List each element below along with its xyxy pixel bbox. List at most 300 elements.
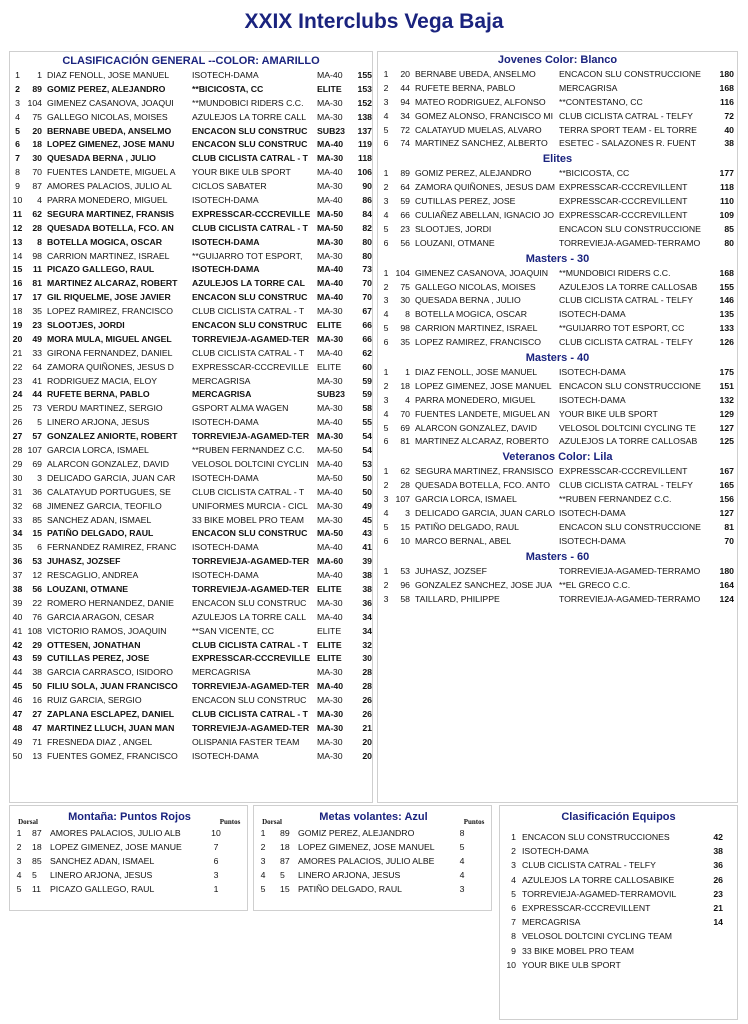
rider-name-cell: GIRONA FERNANDEZ, DANIEL	[47, 347, 173, 358]
team-cell: ISOTECH-DAMA	[192, 472, 259, 483]
position-cell: 49	[12, 736, 23, 747]
rider-name-cell: DELICADO GARCIA, JUAN CARLO	[415, 508, 555, 519]
points-cell: 4	[459, 870, 465, 880]
category-section	[378, 52, 737, 151]
category-cell: MA-30	[317, 722, 344, 733]
dorsal-cell: 89	[280, 828, 290, 838]
position-cell: 3	[260, 856, 266, 866]
team-cell: **EL GRECO C.C.	[559, 579, 631, 590]
category-cell: MA-30	[317, 333, 344, 344]
position-cell: 5	[383, 422, 389, 433]
dorsal-cell: 16	[32, 695, 42, 706]
position-cell: 1	[383, 168, 389, 179]
dorsal-cell: 4	[405, 394, 410, 405]
rider-name-cell: SLOOTJES, JORDI	[415, 223, 492, 234]
dorsal-cell: 94	[400, 96, 410, 107]
mountain-classification-table	[10, 826, 247, 896]
category-cell: MA-40	[317, 570, 343, 581]
table-row	[10, 527, 372, 541]
position-cell: 1	[383, 267, 389, 278]
position-cell: 6	[383, 535, 389, 546]
rider-name-cell: ZAPLANA ESCLAPEZ, DANIEL	[47, 708, 175, 719]
team-cell: ISOTECH-DAMA	[192, 195, 259, 206]
position-cell: 26	[12, 417, 23, 428]
points-cell: 38	[724, 138, 734, 149]
table-row	[378, 96, 737, 110]
table-row	[10, 736, 372, 750]
team-cell: ISOTECH-DAMA	[559, 394, 626, 405]
table-row	[378, 82, 737, 96]
dorsal-cell: 30	[400, 295, 410, 306]
rider-name-cell: DIAZ FENOLL, JOSE MANUEL	[47, 70, 170, 80]
rider-name-cell: FRESNEDA DIAZ , ANGEL	[47, 736, 153, 747]
position-cell: 2	[260, 842, 266, 852]
dorsal-cell: 66	[400, 210, 410, 221]
table-row	[254, 868, 491, 882]
team-cell: ENCACON SLU CONSTRUC	[192, 292, 308, 303]
dorsal-cell: 71	[32, 736, 42, 747]
category-cell: MA-40	[317, 486, 343, 497]
dorsal-cell: 22	[32, 597, 42, 608]
points-cell: 7	[213, 842, 219, 852]
table-row	[254, 854, 491, 868]
position-cell: 16	[12, 278, 23, 289]
points-cell: 119	[357, 139, 372, 150]
team-cell: CLUB CICLISTA CATRAL - TELFY	[522, 860, 656, 871]
points-cell: 42	[713, 832, 723, 842]
rider-name-cell: MARTINEZ ALCARAZ, ROBERT	[47, 278, 178, 289]
dorsal-cell: 49	[32, 333, 42, 344]
position-cell: 21	[12, 347, 23, 358]
points-cell: 36	[713, 860, 723, 871]
dorsal-cell: 62	[400, 466, 410, 477]
position-cell: 5	[260, 884, 266, 894]
table-row	[378, 68, 737, 82]
rider-name-cell: PICAZO GALLEGO, RAUL	[50, 884, 155, 894]
team-cell: EXPRESSCAR-CCCREVILLE	[192, 208, 311, 219]
rider-name-cell: PARRA MONEDERO, MIGUEL	[415, 394, 536, 405]
dorsal-cell: 81	[32, 278, 42, 289]
category-section	[378, 549, 737, 607]
dorsal-cell: 74	[400, 138, 410, 149]
table-row	[378, 535, 737, 549]
points-cell: 50	[362, 472, 372, 483]
table-row	[10, 430, 372, 444]
rider-name-cell: GOMIZ PEREZ, ALEJANDRO	[298, 828, 415, 838]
team-cell: YOUR BIKE ULB SPORT	[522, 959, 621, 970]
rider-name-cell: SANCHEZ ADAN, ISMAEL	[47, 514, 152, 525]
dorsal-cell: 53	[32, 556, 42, 567]
table-row	[10, 569, 372, 583]
table-row	[378, 237, 737, 251]
points-cell: 3	[213, 870, 219, 880]
position-cell: 8	[15, 167, 20, 178]
category-cell: MA-40	[317, 195, 343, 206]
position-cell: 50	[12, 750, 23, 761]
points-cell: 137	[357, 125, 372, 136]
team-cell: **CONTESTANO, CC	[559, 96, 643, 107]
position-cell: 2	[383, 380, 389, 391]
table-row	[10, 555, 372, 569]
table-row	[10, 388, 372, 402]
position-cell: 2	[511, 846, 516, 857]
dorsal-cell: 1	[37, 70, 42, 80]
table-row	[378, 336, 737, 350]
dorsal-cell: 47	[32, 722, 42, 733]
category-cell: MA-30	[317, 500, 343, 511]
position-cell: 18	[12, 306, 23, 317]
category-cell: MA-30	[317, 403, 343, 414]
dorsal-cell: 98	[400, 323, 410, 334]
dorsal-cell: 87	[32, 828, 42, 838]
dorsal-column-header: Dorsal	[18, 818, 38, 826]
position-cell: 4	[383, 110, 389, 121]
team-cell: YOUR BIKE ULB SPORT	[192, 167, 291, 178]
table-row	[254, 826, 491, 840]
table-row	[10, 458, 372, 472]
points-cell: 38	[713, 846, 723, 857]
team-cell: TORREVIEJA-AGAMED-TER	[192, 431, 310, 442]
position-cell: 1	[383, 466, 389, 477]
dorsal-cell: 4	[37, 195, 42, 206]
dorsal-cell: 59	[400, 196, 410, 207]
points-cell: 132	[719, 394, 734, 405]
points-cell: 129	[719, 408, 734, 419]
rider-name-cell: QUESADA BERNA , JULIO	[415, 295, 521, 306]
category-cell: MA-40	[317, 458, 343, 469]
position-cell: 3	[383, 196, 389, 207]
rider-name-cell: AMORES PALACIOS, JULIO AL	[47, 181, 172, 192]
table-row	[10, 680, 372, 694]
position-cell: 1	[383, 367, 389, 378]
points-cell: 39	[362, 556, 372, 567]
table-row	[378, 479, 737, 493]
points-cell: 41	[362, 542, 372, 553]
team-cell: TORREVIEJA-AGAMED-TER	[192, 333, 310, 344]
rider-name-cell: BOTELLA MOGICA, OSCAR	[47, 236, 163, 247]
dorsal-cell: 3	[37, 472, 42, 483]
dorsal-cell: 18	[400, 380, 410, 391]
team-cell: ENCACON SLU CONSTRUC	[192, 139, 308, 150]
team-cell: ISOTECH-DAMA	[192, 236, 260, 247]
team-cell: CLUB CICLISTA CATRAL - T	[192, 153, 308, 164]
table-row	[378, 181, 737, 195]
dorsal-cell: 104	[395, 267, 410, 278]
position-cell: 5	[383, 223, 389, 234]
points-cell: 70	[724, 535, 734, 546]
team-cell: TORREVIEJA-AGAMED-TER	[192, 681, 310, 692]
dorsal-cell: 98	[32, 250, 42, 261]
rider-name-cell: GARCIA LORCA, ISMAEL	[415, 494, 517, 505]
table-row	[10, 854, 247, 868]
dorsal-cell: 3	[405, 508, 410, 519]
position-cell: 4	[383, 210, 389, 221]
points-cell: 138	[357, 111, 372, 122]
table-row	[10, 444, 372, 458]
points-cell: 110	[719, 196, 734, 207]
table-row	[500, 844, 737, 858]
team-cell: ESETEC - SALAZONES R. FUENT	[559, 138, 697, 149]
table-row	[10, 826, 247, 840]
rider-name-cell: MARTINEZ SANCHEZ, ALBERTO	[415, 138, 548, 149]
position-cell: 6	[15, 139, 20, 150]
dorsal-cell: 89	[400, 168, 410, 179]
rider-name-cell: QUESADA BOTELLA, FCO. ANTO	[415, 480, 551, 491]
dorsal-cell: 68	[32, 500, 42, 511]
team-cell: YOUR BIKE ULB SPORT	[559, 408, 658, 419]
dorsal-cell: 18	[280, 842, 290, 852]
dorsal-cell: 11	[32, 264, 42, 275]
rider-name-cell: PATIÑO DELGADO, RAUL	[47, 528, 154, 539]
position-cell: 3	[15, 97, 20, 108]
dorsal-cell: 20	[400, 69, 410, 79]
category-title: Masters - 60	[525, 550, 590, 563]
points-cell: 180	[719, 69, 734, 79]
dorsal-cell: 56	[32, 583, 42, 594]
position-cell: 19	[12, 320, 23, 331]
team-cell: EXPRESSCAR-CCCREVILLENT	[559, 182, 688, 193]
table-row	[378, 408, 737, 422]
points-cell: 151	[719, 380, 734, 391]
rider-name-cell: GALLEGO NICOLAS, MOISES	[47, 111, 168, 122]
table-row	[10, 180, 372, 194]
page-title: XXIX Interclubs Vega Baja	[244, 10, 504, 33]
points-cell: 4	[459, 856, 465, 866]
position-cell: 5	[15, 125, 20, 136]
rider-name-cell: LOPEZ RAMIREZ, FRANCISCO	[47, 306, 173, 317]
position-cell: 9	[15, 181, 20, 192]
points-cell: 54	[362, 431, 372, 442]
category-title: Masters - 30	[525, 252, 590, 265]
rider-name-cell: LINERO ARJONA, JESUS	[47, 417, 150, 428]
team-cell: MERCAGRISA	[522, 917, 581, 928]
position-cell: 31	[12, 486, 23, 497]
dorsal-cell: 28	[400, 480, 410, 491]
dorsal-cell: 10	[400, 535, 410, 546]
table-row	[500, 915, 737, 929]
rider-name-cell: GIMENEZ CASANOVA, JOAQUIN	[415, 267, 549, 278]
category-cell: MA-30	[317, 250, 343, 261]
points-cell: 66	[362, 320, 372, 331]
table-row	[10, 361, 372, 375]
position-cell: 5	[383, 323, 389, 334]
team-cell: AZULEJOS LA TORRE CAL	[192, 278, 305, 289]
team-cell: ENCACON SLU CONSTRUC	[192, 528, 308, 539]
position-cell: 3	[16, 856, 22, 866]
points-cell: 133	[719, 323, 734, 334]
points-cell: 124	[719, 593, 734, 604]
table-row	[10, 222, 372, 236]
category-cell: MA-30	[317, 736, 343, 747]
dorsal-cell: 75	[400, 281, 410, 292]
position-cell: 10	[506, 959, 516, 970]
team-cell: ISOTECH-DAMA	[559, 508, 626, 519]
team-cell: ENCACON SLU CONSTRUC	[192, 320, 308, 331]
category-title: Elites	[542, 153, 573, 166]
table-row	[378, 366, 737, 380]
team-cell: TORREVIEJA-AGAMED-TER	[192, 722, 310, 733]
category-cell: MA-60	[317, 556, 344, 567]
dorsal-cell: 15	[280, 884, 290, 894]
dorsal-cell: 18	[32, 139, 42, 150]
table-row	[10, 138, 372, 152]
rider-name-cell: GOMEZ ALONSO, FRANCISCO MI	[415, 110, 554, 121]
category-cell: MA-30	[317, 667, 343, 678]
team-cell: **SAN VICENTE, CC	[192, 625, 275, 636]
dorsal-cell: 5	[37, 417, 42, 428]
position-cell: 48	[12, 722, 23, 733]
position-cell: 12	[12, 222, 23, 233]
dorsal-cell: 107	[395, 494, 410, 505]
rider-name-cell: ROMERO HERNANDEZ, DANIE	[47, 597, 174, 608]
position-cell: 1	[16, 828, 22, 838]
rider-name-cell: CARRION MARTINEZ, ISRAEL	[415, 323, 538, 334]
points-cell: 50	[362, 486, 372, 497]
category-cell: MA-40	[317, 611, 343, 622]
table-row	[10, 333, 372, 347]
table-row	[500, 958, 737, 972]
category-cell: ELITE	[317, 361, 342, 372]
rider-name-cell: MARTINEZ ALCARAZ, ROBERTO	[415, 436, 549, 447]
team-classification-title: Clasificación Equipos	[561, 811, 676, 823]
team-cell: VELOSOL DOLTCINI CYCLIN	[192, 458, 309, 469]
table-row	[10, 166, 372, 180]
team-cell: **RUBEN FERNANDEZ C.C.	[559, 494, 672, 505]
team-cell: GSPORT ALMA WAGEN	[192, 403, 289, 414]
dorsal-cell: 15	[32, 528, 42, 539]
position-cell: 4	[15, 111, 20, 122]
table-row	[378, 124, 737, 138]
table-row	[10, 611, 372, 625]
category-cell: MA-30	[317, 181, 343, 192]
position-cell: 30	[12, 472, 23, 483]
table-row	[10, 111, 372, 125]
category-section	[378, 350, 737, 449]
rider-name-cell: SEGURA MARTINEZ, FRANSISCO	[415, 466, 554, 477]
category-cell: MA-40	[317, 264, 344, 275]
mountain-classification-panel	[9, 805, 248, 911]
points-cell: 80	[362, 236, 372, 247]
position-cell: 1	[15, 70, 20, 80]
points-cell: 14	[713, 917, 723, 928]
team-cell: 33 BIKE MOBEL PRO TEAM	[192, 514, 305, 525]
dorsal-cell: 70	[400, 408, 410, 419]
category-cell: MA-50	[317, 472, 343, 483]
team-cell: CLUB CICLISTA CATRAL - T	[192, 306, 305, 317]
rider-name-cell: RUFETE BERNA, PABLO	[47, 389, 150, 400]
points-cell: 59	[362, 389, 372, 400]
table-row	[378, 137, 737, 151]
category-cell: MA-40	[317, 70, 343, 80]
position-cell: 2	[16, 842, 22, 852]
sprints-classification-table	[254, 826, 491, 896]
team-cell: ISOTECH-DAMA	[192, 417, 259, 428]
rider-name-cell: FERNANDEZ RAMIREZ, FRANC	[47, 542, 177, 553]
table-row	[378, 209, 737, 223]
dorsal-cell: 11	[32, 884, 42, 894]
table-row	[10, 263, 372, 277]
rider-name-cell: ZAMORA QUIÑONES, JESUS DAM	[415, 182, 555, 193]
team-cell: ISOTECH-DAMA	[559, 309, 626, 320]
team-cell: UNIFORMES MURCIA - CICL	[192, 500, 308, 511]
team-cell: ENCACON SLU CONSTRUCCIONE	[559, 380, 701, 391]
position-cell: 41	[12, 625, 23, 636]
dorsal-cell: 64	[400, 182, 410, 193]
dorsal-cell: 73	[32, 403, 42, 414]
category-cell: MA-50	[317, 208, 344, 219]
rider-name-cell: LOPEZ GIMENEZ, JOSE MANUEL	[298, 842, 435, 852]
dorsal-cell: 35	[32, 306, 42, 317]
points-cell: 67	[362, 306, 372, 317]
points-cell: 70	[362, 292, 372, 303]
position-cell: 25	[12, 403, 23, 414]
points-cell: 8	[459, 828, 465, 838]
team-classification-panel	[499, 805, 738, 1020]
points-cell: 84	[362, 208, 372, 219]
team-cell: ISOTECH-DAMA	[192, 570, 259, 581]
position-cell: 22	[12, 361, 23, 372]
table-row	[10, 597, 372, 611]
table-row	[254, 882, 491, 896]
category-cell: MA-30	[317, 597, 343, 608]
points-cell: 70	[362, 278, 372, 289]
position-cell: 27	[12, 431, 23, 442]
points-cell: 118	[719, 182, 734, 193]
table-row	[378, 579, 737, 593]
table-row	[378, 380, 737, 394]
table-row	[10, 708, 372, 722]
dorsal-cell: 5	[280, 870, 285, 880]
table-row	[10, 125, 372, 139]
rider-name-cell: PICAZO GALLEGO, RAUL	[47, 264, 155, 275]
rider-name-cell: LINERO ARJONA, JESUS	[50, 870, 153, 880]
position-cell: 37	[12, 570, 23, 581]
table-row	[10, 500, 372, 514]
team-cell: AZULEJOS LA TORRE CALL	[192, 111, 307, 122]
position-cell: 7	[15, 153, 20, 164]
points-cell: 152	[357, 97, 372, 108]
team-cell: ENCACON SLU CONSTRUCCIONE	[559, 69, 701, 79]
points-cell: 135	[719, 309, 734, 320]
dorsal-cell: 38	[32, 667, 42, 678]
category-cell: ELITE	[317, 320, 342, 331]
rider-name-cell: SEGURA MARTINEZ, FRANSIS	[47, 208, 175, 219]
dorsal-cell: 72	[400, 124, 410, 135]
rider-name-cell: PARRA MONEDERO, MIGUEL	[47, 195, 168, 206]
dorsal-cell: 70	[32, 167, 42, 178]
points-cell: 23	[713, 888, 723, 899]
rider-name-cell: QUESADA BERNA , JULIO	[47, 153, 156, 164]
category-cell: MA-40	[317, 542, 343, 553]
position-cell: 1	[260, 828, 266, 838]
category-cell: MA-40	[317, 278, 344, 289]
position-cell: 47	[12, 708, 23, 719]
rider-name-cell: FUENTES LANDETE, MIGUEL A	[47, 167, 176, 178]
position-cell: 2	[383, 480, 389, 491]
table-row	[10, 291, 372, 305]
team-cell: ISOTECH-DAMA	[522, 846, 589, 857]
rider-name-cell: ZAMORA QUIÑONES, JESUS D	[47, 361, 174, 372]
dorsal-cell: 12	[32, 570, 42, 581]
dorsal-cell: 33	[32, 347, 42, 358]
table-row	[378, 465, 737, 479]
rider-name-cell: CALATAYUD MUELAS, ALVARO	[415, 124, 542, 135]
table-row	[10, 416, 372, 430]
dorsal-cell: 1	[405, 367, 410, 378]
dorsal-cell: 76	[32, 611, 42, 622]
team-cell: ENCACON SLU CONSTRUC	[192, 597, 307, 608]
dorsal-cell: 53	[400, 565, 410, 576]
